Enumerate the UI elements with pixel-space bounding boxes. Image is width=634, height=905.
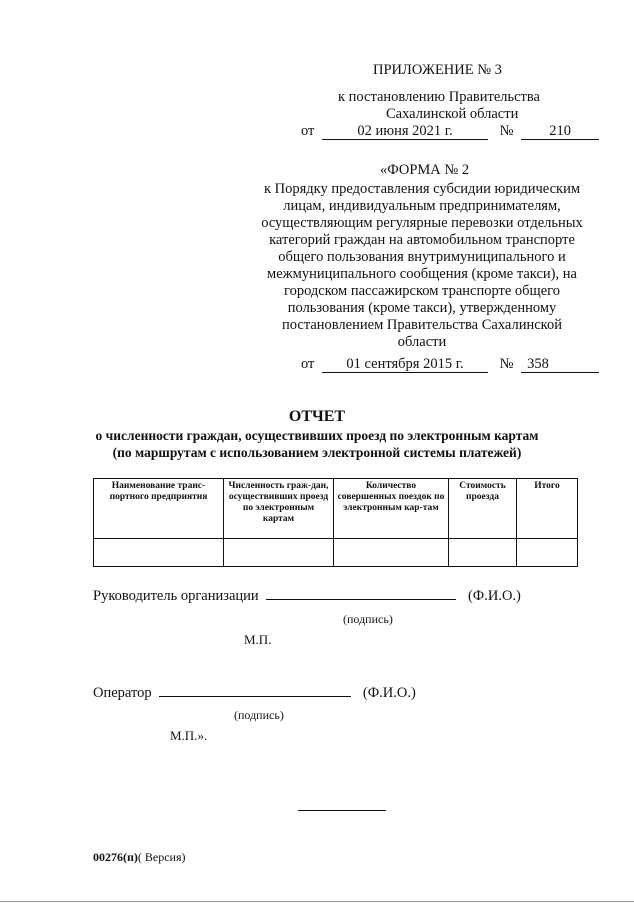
- appendix-to-resolution: к постановлению Правительства: [338, 89, 540, 105]
- head-signature-field: [266, 585, 456, 600]
- table-header-citizens: Численность граж-дан, осуществивших проезд по электронным картам: [224, 479, 334, 539]
- form-line: лицам, индивидуальным предпринимателям,: [283, 198, 561, 214]
- form-date-line: [301, 356, 599, 373]
- form-line: категорий граждан на автомобильном транспорте: [269, 232, 575, 248]
- table-row: [94, 539, 578, 567]
- table-header-row: [94, 479, 578, 539]
- form-line: постановлением Правительства Сахалинской: [282, 317, 562, 333]
- form-line: к Порядку предоставления субсидии юридическим: [263, 181, 581, 197]
- footer-code: 00276(п): [93, 850, 138, 864]
- page-edge: [0, 901, 634, 902]
- table-header-total: Итого: [517, 479, 578, 539]
- table-cell: [94, 539, 224, 567]
- appendix-title: ПРИЛОЖЕНИЕ № 3: [373, 62, 502, 78]
- footer-version-label: ( Версия): [137, 850, 186, 864]
- appendix-region: Сахалинской области: [386, 106, 519, 122]
- table-cell: [334, 539, 449, 567]
- appendix-from-label: от: [301, 123, 315, 139]
- operator-stamp: М.П.».: [170, 728, 208, 743]
- operator-label: Оператор: [93, 685, 152, 701]
- form-line: пользования (кроме такси), утвержденному: [287, 300, 557, 316]
- head-stamp: М.П.: [244, 632, 272, 647]
- table-cell: [449, 539, 517, 567]
- head-signature-line: [93, 585, 521, 605]
- operator-signature-caption: (подпись): [234, 708, 284, 722]
- operator-fio: (Ф.И.О.): [362, 685, 416, 701]
- table-header-cost: Стоимость проезда: [449, 479, 517, 539]
- form-date: 01 сентября 2015 г.: [322, 356, 488, 373]
- form-line: осуществляющим регулярные перевозки отдельных: [261, 215, 583, 231]
- form-line: области: [397, 334, 447, 350]
- form-description: [250, 181, 594, 351]
- appendix-date-line: [301, 123, 599, 140]
- appendix-number-label: №: [499, 123, 514, 139]
- table-cell: [224, 539, 334, 567]
- form-from-label: от: [301, 356, 315, 372]
- report-subtitle-1: о численности граждан, осуществивших проезд по электронным картам: [95, 428, 539, 443]
- form-number-label: №: [499, 356, 514, 372]
- table-cell: [517, 539, 578, 567]
- report-title: ОТЧЕТ: [288, 408, 346, 425]
- form-number: 358: [521, 356, 599, 373]
- table-header-enterprise: Наименование транс-портного предприятия: [94, 479, 224, 539]
- form-line: общего пользования внутримуниципального и: [278, 249, 566, 265]
- operator-signature-field: [159, 682, 351, 697]
- report-table: [93, 478, 578, 567]
- appendix-date: 02 июня 2021 г.: [322, 123, 488, 140]
- table-header-trips: Количество совершенных поездок по электронным кар-там: [334, 479, 449, 539]
- form-line: межмуниципального сообщения (кроме такси), на: [267, 266, 577, 282]
- head-fio: (Ф.И.О.): [467, 588, 521, 604]
- closing-divider: [298, 810, 386, 811]
- report-subtitle-2: (по маршрутам с использованием электронной системы платежей): [112, 445, 522, 460]
- form-title: «ФОРМА № 2: [380, 162, 470, 178]
- operator-signature-line: [93, 682, 416, 702]
- head-label: Руководитель организации: [93, 588, 259, 604]
- head-signature-caption: (подпись): [343, 612, 393, 626]
- form-line: городском пассажирском транспорте общего: [284, 283, 560, 299]
- appendix-number: 210: [521, 123, 599, 140]
- footer-version: [93, 850, 186, 865]
